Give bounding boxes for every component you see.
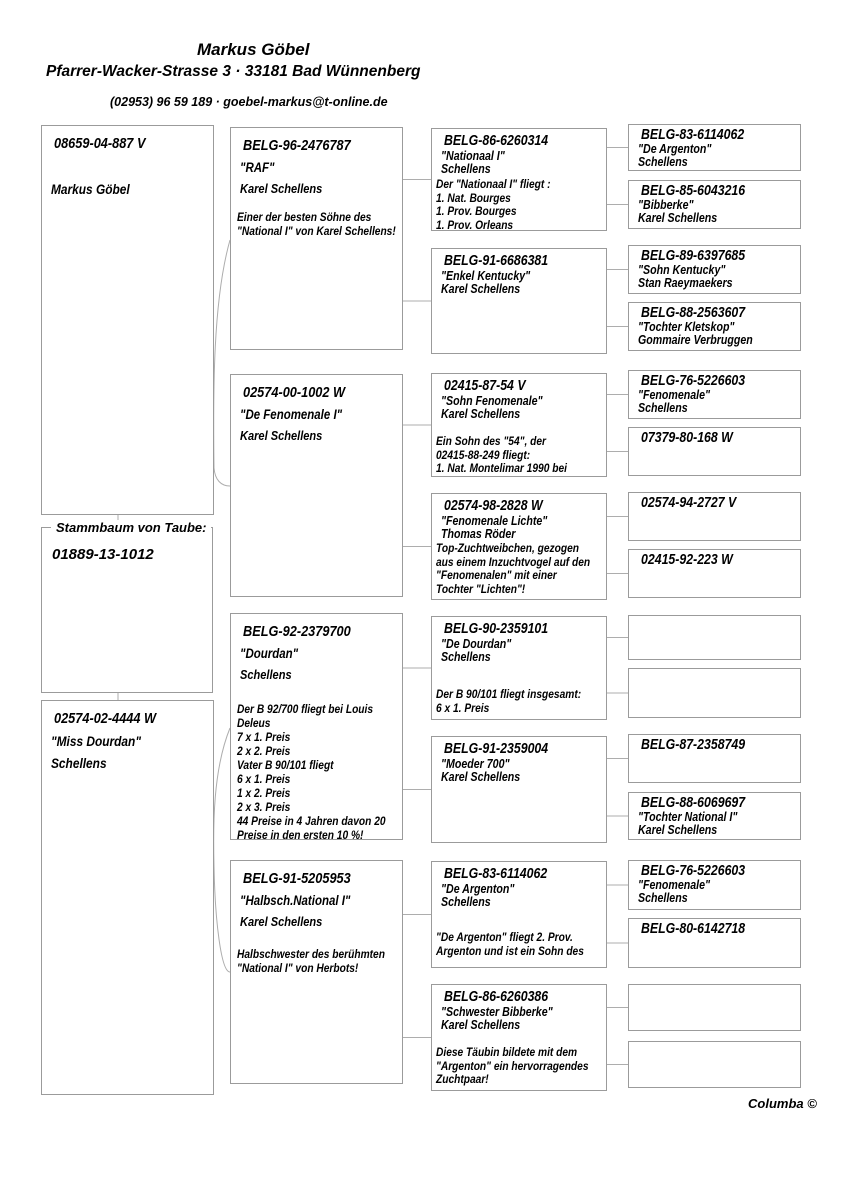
breeder-name: Schellens: [638, 154, 688, 169]
pigeon-name: "Fenomenale": [638, 878, 711, 892]
note-line: "Argenton" ein hervorragendes: [436, 1058, 589, 1073]
pigeon-name: "Enkel Kentucky": [441, 269, 531, 283]
note-line: 44 Preise in 4 Jahren davon 20: [237, 814, 386, 828]
ring-number: 08659-04-887 V: [54, 135, 146, 152]
connector-line: [214, 468, 230, 486]
note-line: Tochter "Lichten"!: [436, 581, 526, 596]
pedigree-box-g4c: [628, 245, 801, 294]
note-line: 02415-88-249 fliegt:: [436, 447, 531, 462]
breeder-name: Karel Schellens: [441, 1018, 521, 1032]
ring-number: BELG-80-6142718: [641, 921, 746, 937]
note-line: "Fenomenalen" mit einer: [436, 568, 557, 582]
header-owner-name: Markus Göbel: [197, 40, 310, 59]
pedigree-box-g4d: [628, 302, 801, 351]
note-line: 1. Prov. Bourges: [436, 204, 517, 218]
pedigree-box-g4p: [628, 1041, 801, 1088]
pedigree-box-g3f: [431, 736, 607, 843]
pedigree-box-g3c: [431, 373, 607, 477]
note-line: "National I" von Herbots!: [237, 961, 359, 975]
breeder-name: Schellens: [638, 400, 688, 415]
breeder-name: Schellens: [240, 667, 292, 682]
pedigree-box-g3h: [431, 984, 607, 1091]
pigeon-name: "De Argenton": [441, 882, 515, 896]
note-line: 1. Nat. Montelimar 1990 bei: [436, 461, 567, 475]
note-line: "National I" von Karel Schellens!: [237, 224, 396, 238]
note-line: "De Argenton" fliegt 2. Prov.: [436, 930, 573, 944]
subject-ring-number: 01889-13-1012: [52, 546, 154, 563]
pedigree-box-g4f: [628, 427, 801, 476]
pigeon-name: "Moeder 700": [441, 757, 510, 771]
ring-number: BELG-86-6260386: [444, 989, 549, 1005]
pedigree-box-g4m: [628, 860, 801, 910]
note-block: [436, 435, 606, 476]
pigeon-name: "Tochter National I": [638, 810, 738, 824]
breeder-name: Markus Göbel: [51, 181, 130, 197]
ring-number: BELG-91-2359004: [444, 741, 549, 757]
header-contact: (02953) 96 59 189 · goebel-markus@t-online.de: [110, 95, 388, 109]
breeder-name: Thomas Röder: [441, 527, 516, 541]
pedigree-box-g2b: [230, 374, 403, 597]
pedigree-box-g4k: [628, 734, 801, 783]
breeder-name: Schellens: [51, 755, 107, 771]
ring-number: BELG-90-2359101: [444, 621, 549, 637]
note-line: Halbschwester des berühmten: [237, 947, 385, 961]
note-block: [237, 702, 402, 840]
pedigree-box-g4o: [628, 984, 801, 1031]
note-line: Einer der besten Söhne des: [237, 210, 372, 224]
header-address: Pfarrer-Wacker-Strasse 3 · 33181 Bad Wünnenberg: [46, 63, 421, 80]
pigeon-name: "De Fenomenale I": [240, 407, 343, 422]
pigeon-name: "Sohn Fenomenale": [441, 394, 543, 408]
software-credit: Columba ©: [748, 1096, 817, 1111]
pedigree-box-g4n: [628, 918, 801, 968]
note-block: [436, 688, 606, 715]
ring-number: BELG-87-2358749: [641, 737, 746, 753]
ring-number: 02415-87-54 V: [444, 378, 526, 394]
ring-number: BELG-86-6260314: [444, 133, 549, 149]
breeder-name: Karel Schellens: [441, 282, 521, 296]
note-line: Der B 90/101 fliegt insgesamt:: [436, 687, 582, 701]
ring-number: BELG-92-2379700: [243, 623, 351, 640]
ring-number: BELG-88-6069697: [641, 795, 746, 811]
note-line: Der "Nationaal I" fliegt :: [436, 177, 551, 191]
note-line: 6 x 1. Preis: [436, 700, 490, 715]
pigeon-name: "Halbsch.National I": [240, 893, 351, 908]
connector-line: [214, 240, 230, 468]
note-line: Argenton und ist ein Sohn des: [436, 943, 584, 958]
pigeon-name: "Fenomenale Lichte": [441, 514, 548, 528]
pedigree-box-g4g: [628, 492, 801, 541]
note-line: 1. Nat. Bourges: [436, 190, 511, 205]
ring-number: 02574-00-1002 W: [243, 384, 346, 401]
breeder-name: Karel Schellens: [240, 914, 323, 929]
pigeon-name: "Fenomenale": [638, 388, 711, 402]
ring-number: BELG-83-6114062: [444, 866, 548, 882]
breeder-name: Karel Schellens: [638, 822, 718, 837]
note-line: aus einem Inzuchtvogel auf den: [436, 554, 591, 569]
ring-number: 07379-80-168 W: [641, 430, 733, 446]
note-line: 2 x 2. Preis: [237, 744, 291, 758]
pedigree-box-g3e: [431, 616, 607, 720]
connector-line: [214, 728, 230, 866]
pigeon-name: "Schwester Bibberke": [441, 1005, 553, 1019]
note-line: Deleus: [237, 716, 271, 730]
breeder-name: Schellens: [441, 162, 491, 176]
note-line: 7 x 1. Preis: [237, 730, 291, 744]
pigeon-name: "RAF": [240, 160, 275, 175]
ring-number: BELG-91-5205953: [243, 870, 351, 887]
ring-number: 02574-02-4444 W: [54, 710, 157, 727]
pedigree-box-g4a: [628, 124, 801, 171]
ring-number: BELG-76-5226603: [641, 373, 746, 389]
breeder-name: Schellens: [638, 890, 688, 905]
pigeon-name: "Tochter Kletskop": [638, 320, 735, 334]
pedigree-box-g2d: [230, 860, 403, 1084]
ring-number: BELG-96-2476787: [243, 137, 351, 154]
breeder-name: Schellens: [441, 895, 491, 909]
ring-number: BELG-88-2563607: [641, 305, 746, 321]
ring-number: BELG-83-6114062: [641, 127, 745, 143]
pedigree-box-g4e: [628, 370, 801, 419]
pigeon-name: "Nationaal I": [441, 149, 505, 163]
pigeon-name: "Miss Dourdan": [51, 733, 141, 749]
breeder-name: Gommaire Verbruggen: [638, 332, 753, 347]
note-block: [436, 931, 606, 958]
pedigree-box-g4l: [628, 792, 801, 840]
note-line: Preise in den ersten 10 %!: [237, 828, 364, 840]
pedigree-box-g4b: [628, 180, 801, 229]
pedigree-box-g2c: [230, 613, 403, 840]
note-line: 2 x 3. Preis: [237, 800, 291, 814]
connector-line: [214, 866, 230, 972]
breeder-name: Karel Schellens: [441, 770, 521, 784]
note-line: 6 x 1. Preis: [237, 772, 291, 786]
subject-label: Stammbaum von Taube:: [51, 520, 211, 535]
ring-number: 02415-92-223 W: [641, 552, 733, 568]
ring-number: 02574-94-2727 V: [641, 495, 737, 511]
pedigree-box-g4j: [628, 668, 801, 718]
pedigree-box-g3d: [431, 493, 607, 600]
note-line: Vater B 90/101 fliegt: [237, 758, 334, 772]
pigeon-name: "De Dourdan": [441, 637, 512, 651]
note-block: [237, 210, 402, 238]
note-block: [436, 542, 606, 596]
breeder-name: Schellens: [441, 650, 491, 664]
note-block: [436, 178, 606, 231]
note-block: [436, 1046, 606, 1087]
note-block: [237, 947, 402, 975]
subject-pigeon-frame: [41, 520, 213, 693]
pedigree-box-g4i: [628, 615, 801, 660]
ring-number: 02574-98-2828 W: [444, 498, 543, 514]
breeder-name: Karel Schellens: [441, 407, 521, 421]
note-line: Der B 92/700 fliegt bei Louis: [237, 702, 374, 716]
note-line: Diese Täubin bildete mit dem: [436, 1045, 578, 1059]
pedigree-box-g3b: [431, 248, 607, 354]
breeder-name: Karel Schellens: [240, 181, 323, 196]
pedigree-box-g1a: [41, 125, 214, 515]
ring-number: BELG-76-5226603: [641, 863, 746, 879]
pigeon-name: "Bibberke": [638, 198, 694, 212]
pedigree-box-g1b: [41, 700, 214, 1095]
ring-number: BELG-89-6397685: [641, 248, 746, 264]
note-line: 1. Prov. Orleans: [436, 217, 514, 231]
note-line: Top-Zuchtweibchen, gezogen: [436, 541, 579, 555]
breeder-name: Karel Schellens: [240, 428, 323, 443]
note-line: Ein Sohn des "54", der: [436, 434, 547, 448]
pedigree-box-g4h: [628, 549, 801, 598]
pedigree-box-g3g: [431, 861, 607, 968]
breeder-name: Karel Schellens: [638, 210, 718, 225]
note-line: Zuchtpaar!: [436, 1072, 489, 1086]
ring-number: BELG-85-6043216: [641, 183, 746, 199]
pigeon-name: "Sohn Kentucky": [638, 263, 726, 277]
pigeon-name: "Dourdan": [240, 646, 299, 661]
pigeon-name: "De Argenton": [638, 142, 712, 156]
breeder-name: Stan Raeymaekers: [638, 275, 733, 290]
note-line: 1 x 2. Preis: [237, 786, 291, 800]
pedigree-box-g2a: [230, 127, 403, 350]
ring-number: BELG-91-6686381: [444, 253, 549, 269]
pedigree-box-g3a: [431, 128, 607, 231]
